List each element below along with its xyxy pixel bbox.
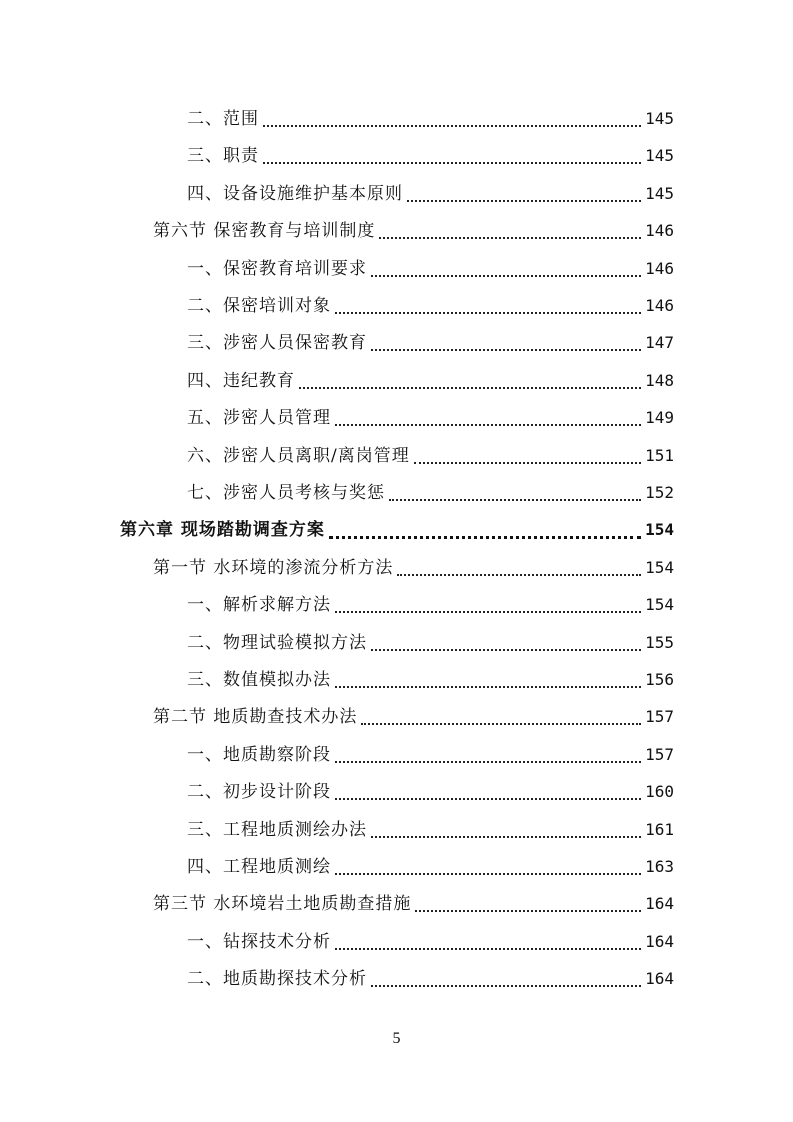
toc-entry-label: 第一节 水环境的渗流分析方法 xyxy=(153,557,394,578)
toc-entry-label: 第六章 现场踏勘调查方案 xyxy=(120,520,325,541)
toc-entry-page: 151 xyxy=(645,445,674,465)
toc-entry-label: 二、范围 xyxy=(187,109,259,129)
toc-entry-page: 147 xyxy=(645,333,674,353)
toc-section-entry[interactable] xyxy=(153,702,674,732)
toc-dot-leader xyxy=(335,424,641,426)
toc-entry-label: 五、涉密人员管理 xyxy=(187,408,331,429)
toc-entry-page: 146 xyxy=(645,221,674,241)
toc-entry-page: 148 xyxy=(645,370,674,390)
toc-entry-label: 七、涉密人员考核与奖惩 xyxy=(187,483,385,503)
toc-subsection-entry[interactable] xyxy=(187,328,674,358)
toc-subsection-entry[interactable] xyxy=(187,441,674,471)
toc-dot-leader xyxy=(335,312,641,314)
toc-entry-page: 156 xyxy=(645,670,674,689)
toc-subsection-entry[interactable] xyxy=(187,740,674,770)
toc-entry-label: 二、初步设计阶段 xyxy=(187,782,331,803)
toc-dot-leader xyxy=(371,836,641,838)
toc-dot-leader xyxy=(335,948,641,950)
page-number: 5 xyxy=(392,1030,401,1047)
toc-dot-leader xyxy=(371,985,641,987)
toc-dot-leader xyxy=(371,349,641,351)
toc-entry-label: 三、数值模拟办法 xyxy=(187,670,331,690)
toc-chapter-entry[interactable] xyxy=(120,515,674,545)
toc-subsection-entry[interactable] xyxy=(187,141,674,171)
toc-dot-leader xyxy=(335,686,641,688)
toc-entry-label: 二、物理试验模拟方法 xyxy=(187,632,367,653)
toc-entry-page: 146 xyxy=(645,296,674,315)
toc-subsection-entry[interactable] xyxy=(187,403,674,433)
toc-entry-label: 一、地质勘察阶段 xyxy=(187,744,331,765)
toc-entry-page: 145 xyxy=(645,183,674,203)
toc-dot-leader xyxy=(329,536,641,539)
toc-subsection-entry[interactable] xyxy=(187,665,674,695)
toc-entry-page: 154 xyxy=(645,557,674,577)
toc-subsection-entry[interactable] xyxy=(187,964,674,994)
toc-entry-page: 145 xyxy=(645,146,674,166)
toc-subsection-entry[interactable] xyxy=(187,815,674,845)
toc-entry-label: 六、涉密人员离职/离岗管理 xyxy=(187,445,410,466)
toc-dot-leader xyxy=(335,611,641,613)
toc-section-entry[interactable] xyxy=(153,553,674,583)
toc-section-entry[interactable] xyxy=(153,216,674,246)
toc-entry-page: 157 xyxy=(645,744,674,764)
toc-entry-label: 二、地质勘探技术分析 xyxy=(187,969,367,990)
toc-entry-label: 第二节 地质勘查技术办法 xyxy=(153,707,358,728)
toc-entry-page: 157 xyxy=(645,707,674,727)
toc-dot-leader xyxy=(299,387,641,389)
toc-entry-page: 164 xyxy=(645,969,674,989)
toc-entry-page: 154 xyxy=(645,595,674,615)
toc-subsection-entry[interactable] xyxy=(187,104,674,134)
toc-dot-leader xyxy=(263,125,641,127)
toc-entry-label: 三、工程地质测绘办法 xyxy=(187,819,367,840)
toc-entry-page: 164 xyxy=(645,931,674,951)
toc-entry-page: 146 xyxy=(645,258,674,278)
toc-entry-label: 第三节 水环境岩土地质勘查措施 xyxy=(153,894,412,915)
toc-entry-label: 一、解析求解方法 xyxy=(187,595,331,616)
toc-dot-leader xyxy=(335,873,641,875)
toc-dot-leader xyxy=(371,649,641,651)
toc-entry-page: 149 xyxy=(645,408,674,428)
toc-subsection-entry[interactable] xyxy=(187,590,674,620)
toc-dot-leader xyxy=(379,237,641,239)
toc-entry-label: 四、设备设施维护基本原则 xyxy=(187,183,403,204)
toc-dot-leader xyxy=(335,761,641,763)
toc-dot-leader xyxy=(335,798,641,800)
toc-entry-label: 四、违纪教育 xyxy=(187,370,295,391)
toc-subsection-entry[interactable] xyxy=(187,777,674,807)
toc-subsection-entry[interactable] xyxy=(187,254,674,284)
toc-subsection-entry[interactable] xyxy=(187,927,674,957)
toc-entry-label: 三、职责 xyxy=(187,146,259,167)
toc-dot-leader xyxy=(415,910,641,912)
toc-subsection-entry[interactable] xyxy=(187,291,674,321)
toc-entry-page: 155 xyxy=(645,632,674,652)
toc-entry-page: 161 xyxy=(645,819,674,839)
toc-dot-leader xyxy=(263,162,641,164)
toc-entry-page: 154 xyxy=(645,520,674,540)
toc-entry-label: 一、钻探技术分析 xyxy=(187,931,331,952)
toc-subsection-entry[interactable] xyxy=(187,366,674,396)
toc-subsection-entry[interactable] xyxy=(187,852,674,882)
toc-entry-label: 第六节 保密教育与培训制度 xyxy=(153,221,376,242)
toc-entry-label: 四、工程地质测绘 xyxy=(187,857,331,877)
toc-dot-leader xyxy=(389,499,641,501)
toc-dot-leader xyxy=(414,462,641,464)
toc-entry-label: 二、保密培训对象 xyxy=(187,296,331,316)
toc-entry-page: 145 xyxy=(645,109,674,128)
toc-dot-leader xyxy=(397,574,641,576)
toc-subsection-entry[interactable] xyxy=(187,478,674,508)
toc-entry-label: 三、涉密人员保密教育 xyxy=(187,333,367,354)
toc-dot-leader xyxy=(371,275,641,277)
toc-dot-leader xyxy=(407,200,641,202)
toc-section-entry[interactable] xyxy=(153,889,674,919)
toc-subsection-entry[interactable] xyxy=(187,628,674,658)
toc-dot-leader xyxy=(361,723,641,725)
toc-entry-page: 160 xyxy=(645,782,674,802)
toc-entry-page: 152 xyxy=(645,483,674,502)
toc-subsection-entry[interactable] xyxy=(187,179,674,209)
toc-entry-page: 163 xyxy=(645,857,674,876)
toc-entry-label: 一、保密教育培训要求 xyxy=(187,258,367,279)
toc-entry-page: 164 xyxy=(645,894,674,914)
